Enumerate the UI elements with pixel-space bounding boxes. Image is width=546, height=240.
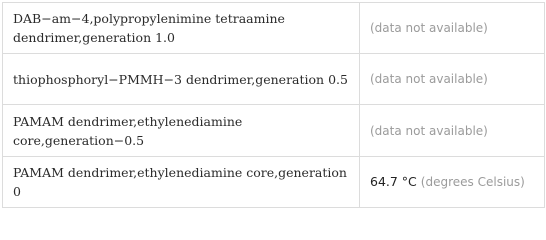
compound-name: DAB−am−4,polypropylenimine tetraamine dendrimer,generation 1.0 xyxy=(13,11,285,45)
compound-name-cell xyxy=(3,3,360,54)
compound-name: PAMAM dendrimer,ethylenediamine core,generation 0 xyxy=(13,165,347,199)
unit-label: (degrees Celsius) xyxy=(420,175,525,189)
value-cell xyxy=(360,105,545,157)
value-cell xyxy=(360,54,545,105)
table-row xyxy=(3,3,545,54)
compound-name-cell xyxy=(3,157,360,208)
table-row xyxy=(3,157,545,208)
compound-name: PAMAM dendrimer,ethylenediamine core,generation−0.5 xyxy=(13,113,243,148)
value-cell xyxy=(360,157,545,208)
compound-name-cell xyxy=(3,54,360,105)
no-data-text: (data not available) xyxy=(370,21,488,35)
table-row xyxy=(3,54,545,105)
property-table xyxy=(2,2,545,208)
table-row xyxy=(3,105,545,157)
melting-point-value: 64.7 °C xyxy=(370,174,417,189)
no-data-text: (data not available) xyxy=(370,123,488,138)
value-cell xyxy=(360,3,545,54)
compound-name: thiophosphoryl−PMMH−3 dendrimer,generation 0.5 xyxy=(13,71,348,87)
compound-name-cell xyxy=(3,105,360,157)
no-data-text: (data not available) xyxy=(370,72,488,86)
